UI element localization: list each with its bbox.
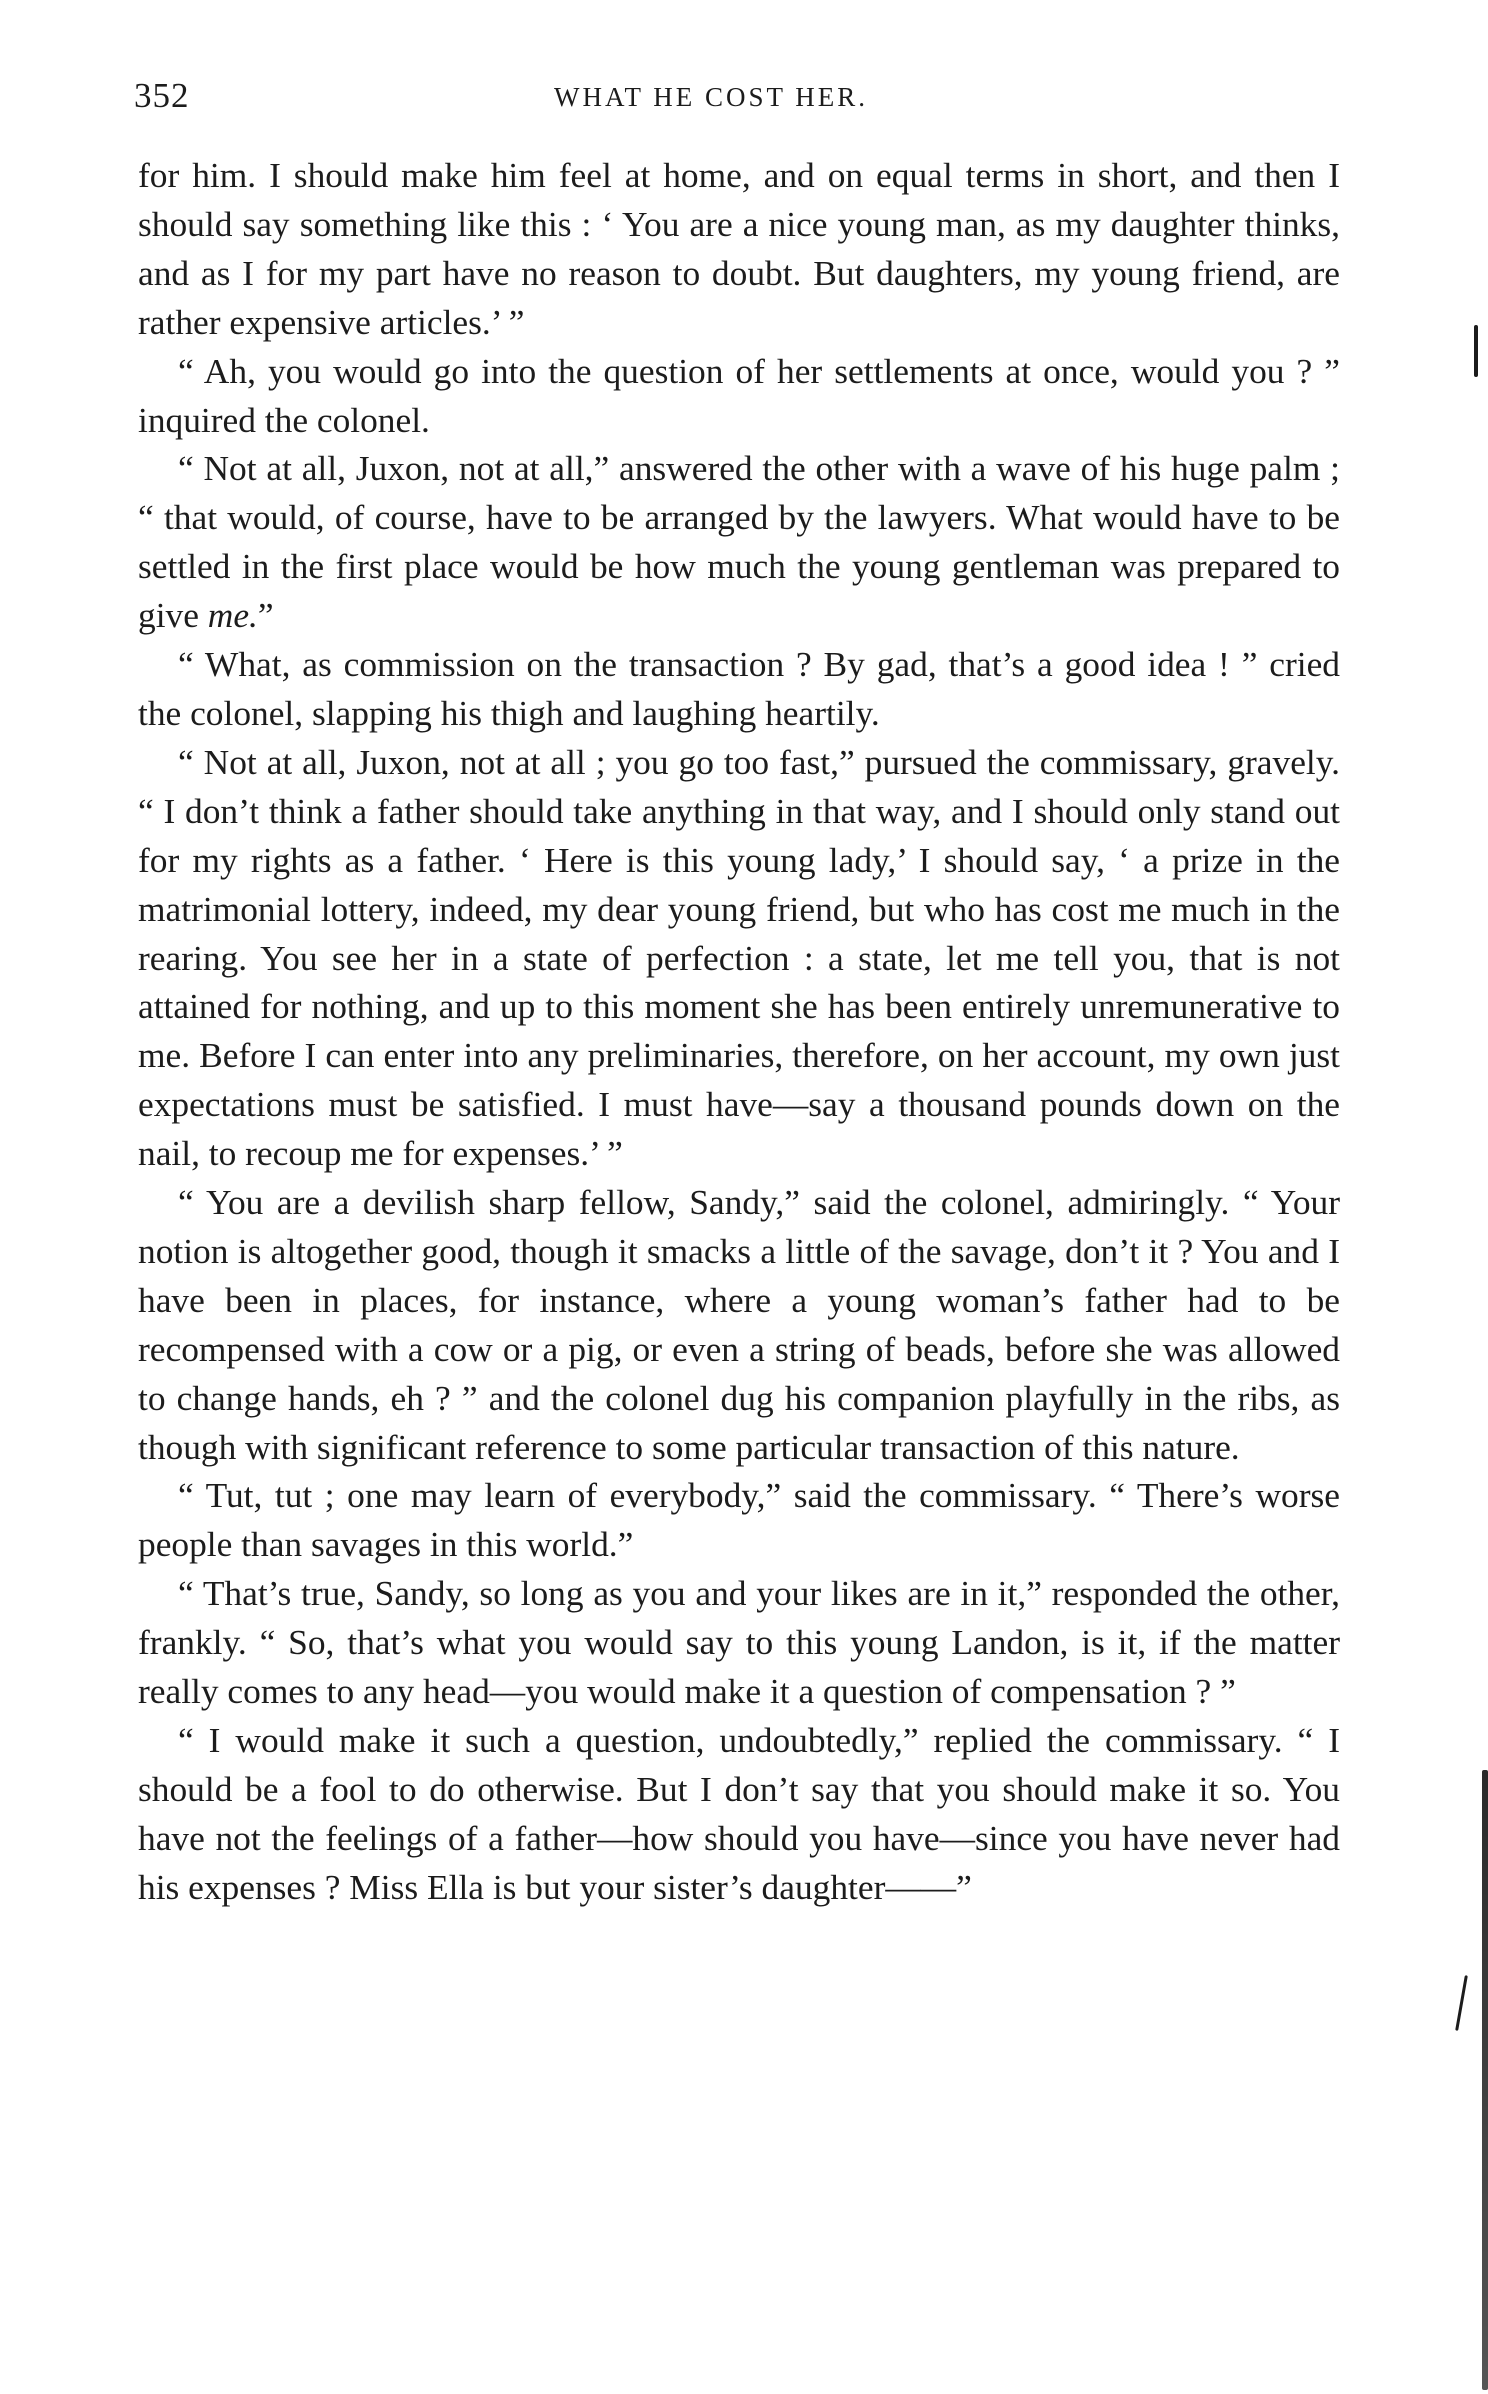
paragraph-3 bbox=[138, 444, 1340, 640]
paragraph-3-text: “ Not at all, Juxon, not at all,” answered the other with a wave of his huge palm ; “ that would, of course, have to be arranged by the lawyers. What would have to be settled in the first place would be how much the young gentleman was prepared to give bbox=[138, 448, 1340, 636]
paragraph-5: “ Not at all, Juxon, not at all ; you go too fast,” pursued the commissary, gravely. “ I don’t think a father should take anything in that way, and I should only stand out for my rights as a father. ‘ Here is this young lady,’ I should say, ‘ a prize in the matrimonial lottery, indeed, my dear young friend, but who has cost me much in the rearing. You see her in a state of perfection : a state, let me tell you, that is not attained for nothing, and up to this moment she has been entirely unremunerative to me. Before I can enter into any preliminaries, therefore, on her account, my own just expectations must be satisfied. I must have—say a thousand pounds down on the nail, to recoup me for expenses.’ ” bbox=[138, 741, 1340, 1174]
paragraph-2: “ Ah, you would go into the question of her settlements at once, would you ? ” inquired the colonel. bbox=[138, 350, 1340, 440]
paragraph-4: “ What, as commission on the transaction ? By gad, that’s a good idea ! ” cried the colonel, slapping his thigh and laughing heartily. bbox=[138, 644, 1340, 733]
closing-quote: ” bbox=[257, 595, 274, 636]
italic-emphasis: me. bbox=[207, 595, 258, 636]
paragraph-8: “ That’s true, Sandy, so long as you and your likes are in it,” responded the other, frankly. “ So, that’s what you would say to this young Landon, is it, if the matter really comes to any head—you would make it a question of compensation ? ” bbox=[138, 1573, 1340, 1712]
page-header bbox=[134, 76, 1344, 126]
margin-mark bbox=[1474, 325, 1478, 377]
paragraph-7: “ Tut, tut ; one may learn of everybody,” said the commissary. “ There’s worse people than savages in this world.” bbox=[138, 1475, 1340, 1565]
page-edge-shadow bbox=[1482, 1770, 1488, 2390]
running-head: WHAT HE COST HER. bbox=[554, 82, 869, 112]
paragraph-9: “ I would make it such a question, undoubtedly,” replied the commissary. “ I should be a fool to do otherwise. But I don’t say that you should make it so. You have not the feelings of a father—how should you have—since you have never had his expenses ? Miss Ella is but your sister’s daughter——” bbox=[138, 1720, 1340, 1907]
paragraph-1: for him. I should make him feel at home, and on equal terms in short, and then I should say something like this : ‘ You are a nice young man, as my daughter thinks, and as I for my part have no reason to doubt. But daughters, my young friend, are rather expensive articles.’ ” bbox=[138, 155, 1340, 342]
paragraph-6: “ You are a devilish sharp fellow, Sandy,” said the colonel, admiringly. “ Your notion is altogether good, though it smacks a little of the savage, don’t it ? You and I have been in places, for instance, where a young woman’s father had to be recompensed with a cow or a pig, or even a string of beads, before she was allowed to change hands, eh ? ” and the colonel dug his companion playfully in the ribs, as though with significant reference to some particular transaction of this nature. bbox=[138, 1182, 1340, 1467]
margin-mark bbox=[1455, 1975, 1468, 2031]
body-text bbox=[138, 151, 1340, 1912]
page-number: 352 bbox=[134, 76, 190, 115]
